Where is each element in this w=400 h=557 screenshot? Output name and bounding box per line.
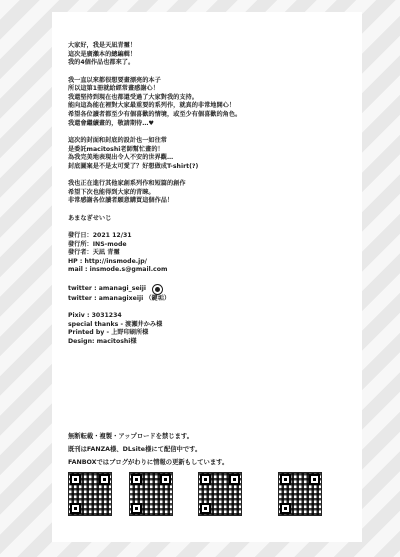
twitter-account-private[interactable]: twitter : amanagixeiji （鍵垢） bbox=[68, 294, 171, 302]
distribution-notice: 既刊はFANZA様、DLsite様にて配信中です。 bbox=[68, 445, 202, 453]
text-line: 為我完美地表現出令人不安的世界觀… bbox=[68, 154, 174, 162]
message-paragraph bbox=[68, 77, 348, 129]
design-paragraph bbox=[68, 137, 348, 171]
qr-finder-icon bbox=[160, 474, 171, 485]
twitter-account[interactable]: twitter : amanagi_seiji bbox=[68, 285, 147, 293]
text-line: 非常感謝各位讀者願意購買這個作品！ bbox=[68, 197, 174, 205]
qr-finder-icon bbox=[280, 474, 291, 485]
qr-finder-icon bbox=[70, 474, 81, 485]
closing-paragraph bbox=[68, 180, 348, 206]
publisher: 發行所：INS-mode bbox=[68, 240, 127, 248]
text-line: 封底圖案是不是太可愛了？好想做成T-shirt(?) bbox=[68, 162, 199, 170]
qr-code-row bbox=[68, 472, 333, 520]
signoff-text: あまなぎせいじ bbox=[68, 214, 112, 222]
colophon-credits bbox=[68, 312, 348, 346]
afterword-text bbox=[68, 42, 348, 355]
colophon-publication bbox=[68, 232, 348, 275]
text-line: 這次的封面和封底的設計也一如往常 bbox=[68, 136, 167, 144]
text-line: 所以這第1冊就給經常畫感謝心！ bbox=[68, 85, 159, 93]
text-line: 希望下次也能得到大家的青睞。 bbox=[68, 188, 155, 196]
mail-link[interactable]: mail : insmode.s@gmail.com bbox=[68, 266, 168, 274]
printer: Printed by - 上野印刷所様 bbox=[68, 329, 149, 337]
twitter-row bbox=[68, 284, 348, 295]
qr-finder-icon bbox=[309, 474, 320, 485]
text-line: 我還堅持到現在也都還受過了大家對我的支持。 bbox=[68, 93, 198, 101]
pixiv-id: Pixiv : 3031234 bbox=[68, 312, 122, 320]
qr-code-icon[interactable] bbox=[198, 472, 242, 516]
qr-finder-icon bbox=[200, 474, 211, 485]
text-line: 大家好，我是天凪青璽！ bbox=[68, 42, 137, 49]
qr-code-icon[interactable] bbox=[278, 472, 322, 516]
text-line: 我一直以來都很想要畫漂亮的本子 bbox=[68, 76, 161, 84]
text-line: 是委託macitoshi老師幫忙畫的！ bbox=[68, 145, 164, 153]
text-line: 我還會繼續畫的，敬請期待…♥ bbox=[68, 119, 154, 127]
text-line: 我也正在進行其他家創系列作和短篇的創作 bbox=[68, 180, 186, 188]
qr-finder-icon bbox=[70, 503, 81, 514]
qr-finder-icon bbox=[131, 503, 142, 514]
qr-code-icon[interactable] bbox=[129, 472, 173, 516]
fanbox-notice: FANBOXではブログがわりに情報の更新もしています。 bbox=[68, 458, 229, 466]
qr-finder-icon bbox=[280, 503, 291, 514]
qr-finder-icon bbox=[99, 474, 110, 485]
release-date: 發行日：2021 12/31 bbox=[68, 232, 132, 240]
signoff bbox=[68, 215, 348, 224]
qr-finder-icon bbox=[200, 503, 211, 514]
text-line: 我的4個作品也都來了。 bbox=[68, 59, 135, 67]
special-thanks: special thanks - 渡瀬井かみ様 bbox=[68, 320, 163, 328]
colophon-social bbox=[68, 284, 348, 304]
qr-finder-icon bbox=[229, 474, 240, 485]
designer: Design: macitoshi様 bbox=[68, 338, 137, 346]
homepage-link[interactable]: HP : http://insmode.jp/ bbox=[68, 257, 147, 265]
circle-badge-icon bbox=[152, 284, 163, 295]
qr-code-icon[interactable] bbox=[68, 472, 112, 516]
author: 發行者：天凪 青璽 bbox=[68, 249, 120, 257]
intro-paragraph bbox=[68, 42, 348, 68]
text-line: 這次是廣瀨本的總編輯！ bbox=[68, 50, 137, 58]
notice-block bbox=[68, 431, 348, 469]
text-line: 能向這為能在裡對大家最重要的系列作，就真的非常地開心！ bbox=[68, 102, 236, 110]
copyright-notice: 無断転載・複製・アップロードを禁じます。 bbox=[68, 433, 193, 440]
text-line: 希望各位讀者都至少有個喜歡的情境，或至少有個喜歡的角色。 bbox=[68, 110, 242, 118]
qr-finder-icon bbox=[131, 474, 142, 485]
